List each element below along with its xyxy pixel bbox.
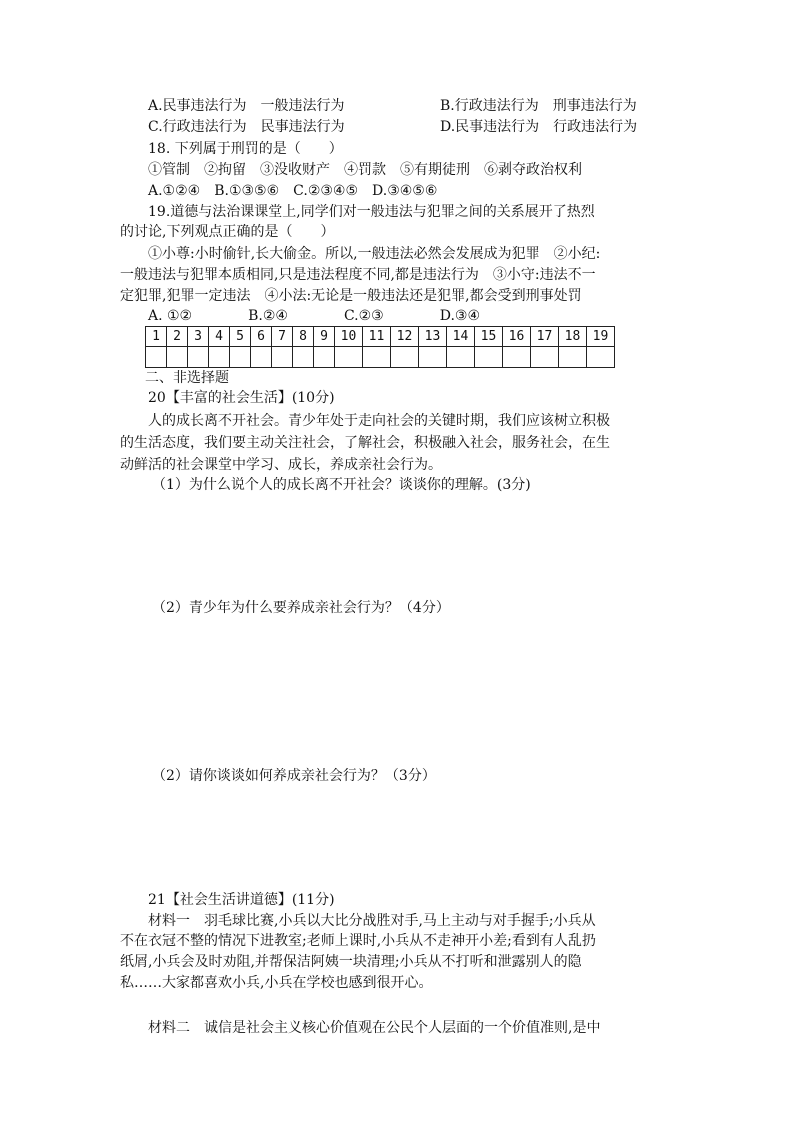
answer-table	[145, 326, 615, 368]
answer-header-cell: 15	[475, 327, 503, 347]
q19-opinion-line-3: 定犯罪,犯罪一定违法 ④小法:无论是一般违法还是犯罪,都会受到刑事处罚	[120, 288, 582, 304]
answer-cell[interactable]	[146, 347, 167, 368]
answer-header-cell: 12	[391, 327, 419, 347]
answer-header-cell: 6	[251, 327, 272, 347]
answer-header-cell: 3	[188, 327, 209, 347]
q20-paragraph-line-1: 人的成长离不开社会。青少年处于走向社会的关键时期，我们应该树立积极	[148, 413, 610, 429]
q21-material1-line-2: 不在衣冠不整的情况下进教室;老师上课时,小兵从不走神开小差;看到有人乱扔	[120, 933, 596, 949]
answer-header-cell: 2	[167, 327, 188, 347]
section2-title: 二、非选择题	[145, 370, 229, 386]
q18-options: A.①②④ B.①③⑤⑥ C.②③④⑤ D.③④⑤⑥	[148, 183, 438, 199]
answer-header-cell: 17	[531, 327, 559, 347]
q21-material1-line-3: 纸屑,小兵会及时劝阻,并帮保洁阿姨一块清理;小兵从不打听和泄露别人的隐	[120, 954, 582, 970]
q20-subquestion-3: （2）请你谈谈如何养成亲社会行为？（3分）	[152, 768, 436, 784]
q19-stem-line-2: 的讨论,下列观点正确的是（ ）	[120, 224, 335, 240]
answer-cell[interactable]	[251, 347, 272, 368]
answer-header-cell: 7	[272, 327, 293, 347]
q17-option-c: C.行政违法行为 民事违法行为	[148, 119, 345, 135]
answer-cell[interactable]	[419, 347, 447, 368]
q21-material1-line-4: 私……大家都喜欢小兵,小兵在学校也感到很开心。	[120, 975, 433, 991]
answer-header-cell: 11	[363, 327, 391, 347]
answer-cell[interactable]	[293, 347, 314, 368]
answer-table-answer-row	[146, 347, 615, 368]
answer-cell[interactable]	[209, 347, 230, 368]
q19-opinion-line-1: ①小尊:小时偷针,长大偷金。所以,一般违法必然会发展成为犯罪 ②小纪:	[148, 246, 601, 262]
q21-material1-line-1: 材料一 羽毛球比赛,小兵以大比分战胜对手,马上主动与对手握手;小兵从	[148, 913, 596, 929]
answer-table-header-row	[146, 327, 615, 347]
answer-cell[interactable]	[447, 347, 475, 368]
q19-stem-line-1: 19.道德与法治课课堂上,同学们对一般违法与犯罪之间的关系展开了热烈	[148, 204, 595, 220]
answer-cell[interactable]	[503, 347, 531, 368]
answer-header-cell: 13	[419, 327, 447, 347]
answer-header-cell: 1	[146, 327, 167, 347]
answer-cell[interactable]	[230, 347, 251, 368]
answer-cell[interactable]	[314, 347, 335, 368]
q19-opinion-line-2: 一般违法与犯罪本质相同,只是违法程度不同,都是违法行为 ③小守:违法不一	[120, 267, 596, 283]
q18-stem: 18. 下列属于刑罚的是（ ）	[148, 141, 343, 157]
q20-title: 20【丰富的社会生活】(10分)	[148, 390, 335, 406]
answer-header-cell: 4	[209, 327, 230, 347]
q20-subquestion-2: （2）青少年为什么要养成亲社会行为？（4分）	[152, 600, 450, 616]
q21-material2-line-1: 材料二 诚信是社会主义核心价值观在公民个人层面的一个价值准则,是中	[148, 1020, 601, 1036]
answer-cell[interactable]	[391, 347, 419, 368]
q17-option-d: D.民事违法行为 行政违法行为	[440, 119, 638, 135]
answer-cell[interactable]	[272, 347, 293, 368]
answer-cell[interactable]	[531, 347, 559, 368]
q21-title: 21【社会生活讲道德】(11分)	[148, 892, 335, 908]
answer-header-cell: 16	[503, 327, 531, 347]
answer-header-cell: 14	[447, 327, 475, 347]
answer-header-cell: 10	[335, 327, 363, 347]
answer-header-cell: 5	[230, 327, 251, 347]
q18-items: ①管制 ②拘留 ③没收财产 ④罚款 ⑤有期徒刑 ⑥剥夺政治权利	[148, 162, 582, 178]
q20-paragraph-line-2: 的生活态度，我们要主动关注社会，了解社会，积极融入社会，服务社会，在生	[120, 435, 610, 451]
answer-cell[interactable]	[188, 347, 209, 368]
q20-subquestion-1: （1）为什么说个人的成长离不开社会？谈谈你的理解。(3分)	[152, 477, 531, 493]
answer-header-cell: 8	[293, 327, 314, 347]
q17-option-b: B.行政违法行为 刑事违法行为	[440, 98, 637, 114]
answer-header-cell: 9	[314, 327, 335, 347]
answer-cell[interactable]	[335, 347, 363, 368]
answer-cell[interactable]	[559, 347, 587, 368]
answer-cell[interactable]	[475, 347, 503, 368]
answer-cell[interactable]	[167, 347, 188, 368]
q20-paragraph-line-3: 动鲜活的社会课堂中学习、成长，养成亲社会行为。	[120, 457, 442, 473]
q19-options: A. ①② B.②④ C.②③ D.③④	[148, 308, 480, 324]
answer-cell[interactable]	[363, 347, 391, 368]
answer-header-cell: 18	[559, 327, 587, 347]
q17-option-a: A.民事违法行为 一般违法行为	[148, 98, 345, 114]
answer-header-cell: 19	[587, 327, 615, 347]
answer-cell[interactable]	[587, 347, 615, 368]
